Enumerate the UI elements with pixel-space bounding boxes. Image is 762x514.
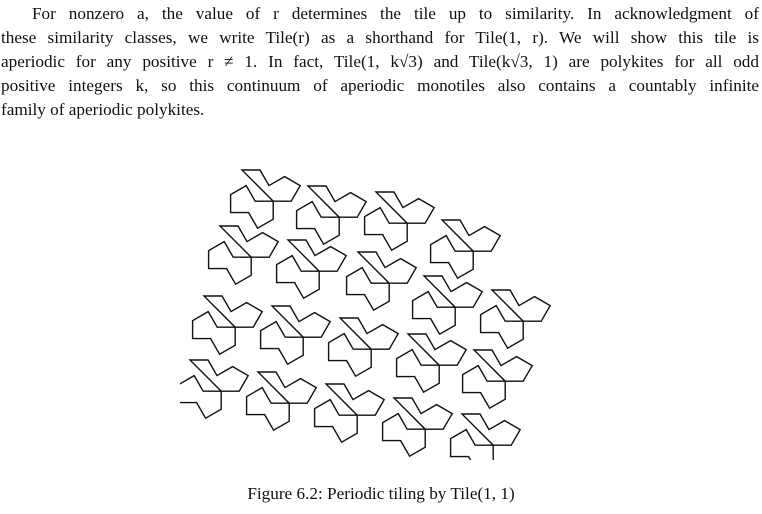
tile-8 bbox=[413, 276, 483, 334]
tile-19 bbox=[451, 414, 521, 460]
tile-17 bbox=[315, 384, 385, 442]
tile-3 bbox=[365, 192, 435, 250]
tile-14 bbox=[463, 350, 533, 408]
tile-9 bbox=[481, 290, 551, 348]
tile-12 bbox=[329, 318, 399, 376]
tile-10 bbox=[193, 296, 263, 354]
paragraph-line-3: aperiodic for any positive r ≠ 1. In fact, Tile(1, k√3) and Tile(k√3, 1) are polykites for all odd bbox=[1, 52, 759, 71]
tile-4 bbox=[431, 220, 501, 278]
paragraph-line-4: positive integers k, so this continuum of aperiodic monotiles also contains a countably infinite bbox=[1, 76, 759, 95]
tile-13 bbox=[397, 334, 467, 392]
tile-7 bbox=[347, 252, 417, 310]
tiling-figure bbox=[180, 128, 590, 460]
tile-18 bbox=[383, 398, 453, 456]
tile-16 bbox=[247, 372, 317, 430]
tile-2 bbox=[297, 186, 367, 244]
tile-15 bbox=[180, 360, 248, 418]
tile-5 bbox=[209, 226, 279, 284]
figure-caption: Figure 6.2: Periodic tiling by Tile(1, 1) bbox=[247, 484, 515, 503]
tile-6 bbox=[277, 240, 347, 298]
tile-11 bbox=[261, 306, 331, 364]
body-paragraph bbox=[1, 2, 759, 122]
tile-1 bbox=[231, 170, 301, 228]
paragraph-line-5: family of aperiodic polykites. bbox=[1, 100, 205, 119]
paragraph-line-1: For nonzero a, the value of r determines the tile up to similarity. In acknowledgment of bbox=[32, 4, 759, 23]
paragraph-line-2: these similarity classes, we write Tile(r) as a shorthand for Tile(1, r). We will show this tile is bbox=[1, 28, 759, 47]
periodic-tiling-diagram bbox=[180, 128, 590, 460]
tiles-layer bbox=[180, 170, 550, 460]
